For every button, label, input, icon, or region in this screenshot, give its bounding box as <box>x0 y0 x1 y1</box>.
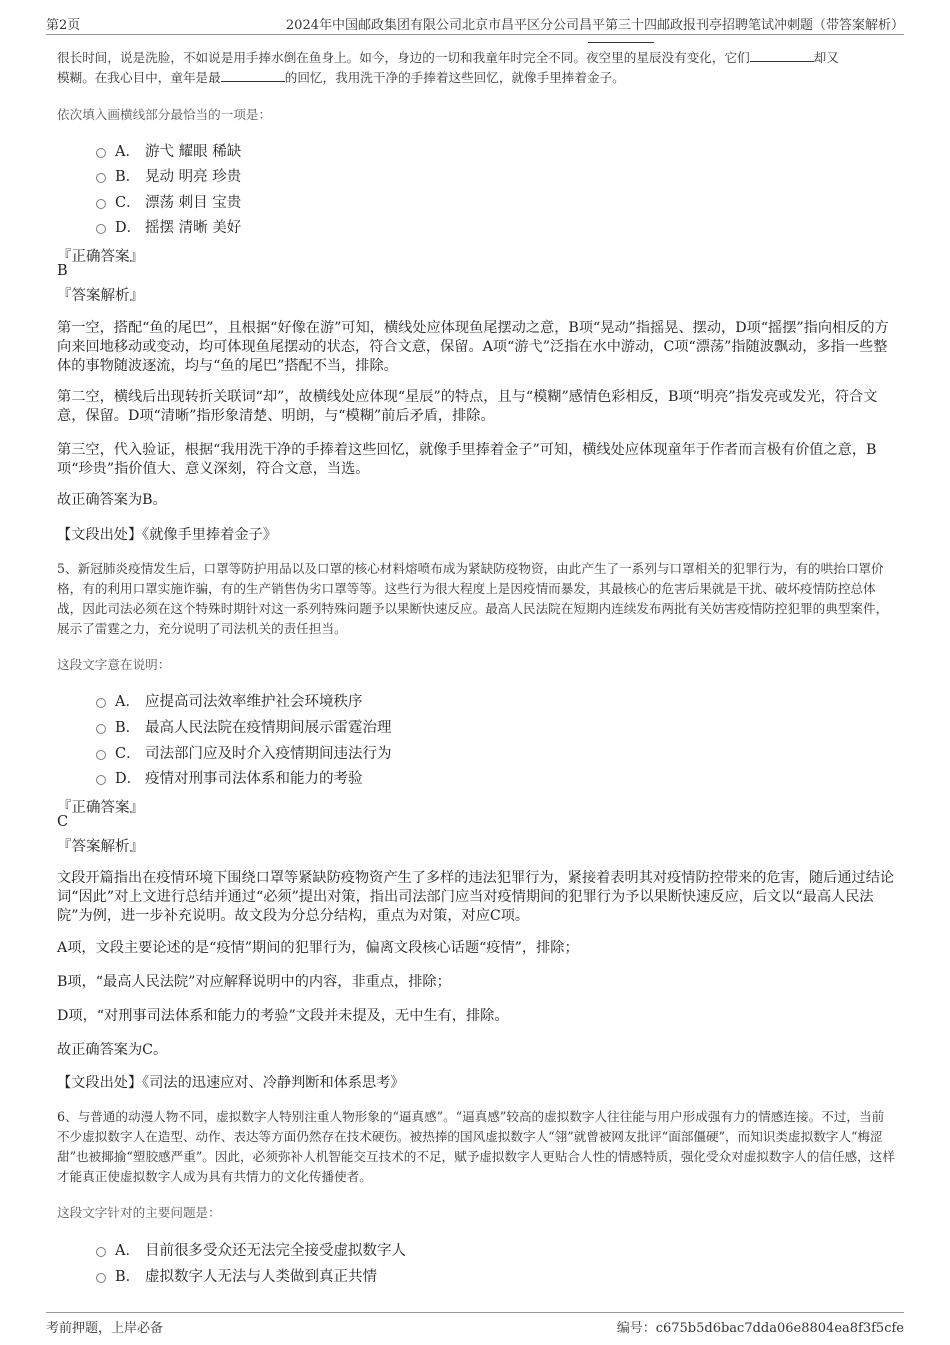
option-b[interactable] <box>96 1265 377 1286</box>
source-citation: 【文段出处】《就像手里捧着金子》 <box>57 527 277 543</box>
option-text: 最高人民法院在疫情期间展示雷霆治理 <box>145 720 392 736</box>
page-header <box>46 12 904 35</box>
question-6-prompt: 这段文字针对的主要问题是： <box>57 1205 221 1220</box>
radio-icon[interactable] <box>96 724 106 734</box>
analysis-paragraph: 第二空，横线后出现转折关联词“却”，故横线处应体现“星辰”的特点，且与“模糊”感情色彩相反，B项“明亮”指发亮或发光，符合文意，保留。D项“清晰”指形象清楚、明朗，与“模糊”前后矛盾，排除。 <box>57 389 878 424</box>
option-key: D． <box>115 771 142 787</box>
option-text: 漂荡 刺目 宝贵 <box>145 195 242 211</box>
radio-icon[interactable] <box>96 750 106 760</box>
document-id: 编号：c675b5d6bac7dda06e8804ea8f3f5cfe <box>616 1321 904 1336</box>
option-c[interactable] <box>96 191 241 212</box>
option-text: 目前很多受众还无法完全接受虚拟数字人 <box>145 1243 406 1259</box>
option-d[interactable] <box>96 767 363 788</box>
analysis-paragraph: 第一空，搭配“鱼的尾巴”，且根据“好像在游”可知，横线处应体现鱼尾摆动之意，B项“晃动”指摇晃、摆动，D项“摇摆”指向相反的方向来回地移动或变动，均可体现鱼尾摆动的状态，符合文意，保留。A项“游弋”泛指在水中游动，C项“漂荡”指随波飘动，多指一些整体的事物随波逐流，均与“鱼的尾巴”搭配不当，排除。 <box>57 320 889 374</box>
answer-value: B <box>57 263 68 279</box>
question-5-passage: 5、新冠肺炎疫情发生后，口罩等防护用品以及口罩的核心材料熔喷布成为紧缺防疫物资，由此产生了一系列与口罩相关的犯罪行为，有的哄抬口罩价格，有的利用口罩实施诈骗，有的生产销售伪劣口罩等等。这些行为很大程度上是因疫情而暴发，其最核心的危害后果就是干扰、破坏疫情防控总体战，因此司法必须在这个特殊时期针对这一系列特殊问题予以果断快速反应。最高人民法院在短期内连续发布两批有关妨害疫情防控犯罪的典型案件，展示了雷霆之力，充分说明了司法机关的责任担当。 <box>57 561 889 636</box>
analysis-conclusion: 故正确答案为B。 <box>57 492 167 508</box>
analysis-label: 『答案解析』 <box>57 839 144 855</box>
radio-icon[interactable] <box>96 224 106 234</box>
question-4-passage <box>57 48 895 88</box>
question-5-prompt: 这段文字意在说明： <box>57 657 171 672</box>
answer-label: 『正确答案』 <box>57 249 144 265</box>
analysis-paragraph: 第三空，代入验证，根据“我用洗干净的手捧着这些回忆，就像手里捧着金子”可知，横线处应体现童年于作者而言极有价值之意，B项“珍贵”指价值大、意义深刻，符合文意，当选。 <box>57 442 877 477</box>
option-a[interactable] <box>96 1239 406 1260</box>
option-b[interactable] <box>96 716 392 737</box>
analysis-conclusion: 故正确答案为C。 <box>57 1042 168 1058</box>
radio-icon[interactable] <box>96 775 106 785</box>
radio-icon[interactable] <box>96 173 106 183</box>
option-key: C． <box>115 746 141 762</box>
analysis-paragraph: B项，“最高人民法院”对应解释说明中的内容，非重点，排除； <box>57 974 451 990</box>
option-text: 虚拟数字人无法与人类做到真正共情 <box>145 1269 377 1285</box>
option-key: C． <box>115 195 141 211</box>
option-text: 疫情对刑事司法体系和能力的考验 <box>145 771 363 787</box>
option-b[interactable] <box>96 165 241 186</box>
option-d[interactable] <box>96 216 241 237</box>
question-6-passage: 6、与普通的动漫人物不同，虚拟数字人特别注重人物形象的“逼真感”。“逼真感”较高的虚拟数字人往往能与用户形成强有力的情感连接。不过，当前不少虚拟数字人在造型、动作、表达等方面仍然存在技术硬伤。被热捧的国风虚拟数字人“翎”就曾被网友批评“面部僵硬”，而知识类虚拟数字人“梅涩甜”也被揶揄“塑胶感严重”。因此，必须弥补人机智能交互技术的不足，赋予虚拟数字人更贴合人性的情感特质，强化受众对虚拟数字人的信任感，这样才能真正使虚拟数字人成为具有共情力的文化传播使者。 <box>57 1109 895 1184</box>
passage-segment: 的回忆，我用洗干净的手捧着这些回忆，就像手里捧着金子。 <box>284 70 625 85</box>
option-text: 晃动 明亮 珍贵 <box>145 169 242 185</box>
footer-slogan: 考前押题，上岸必备 <box>46 1321 164 1336</box>
option-text: 摇摆 清晰 美好 <box>145 220 242 236</box>
option-text: 应提高司法效率维护社会环境秩序 <box>145 694 363 710</box>
blank-line <box>221 69 285 82</box>
radio-icon[interactable] <box>96 148 106 158</box>
analysis-paragraph: 文段开篇指出在疫情环境下围绕口罩等紧缺防疫物资产生了多样的违法犯罪行为，紧接着表明其对疫情防控带来的危害，随后通过结论词“因此”对上文进行总结并通过“必须”提出对策，指出司法部门应当对疫情期间的犯罪行为予以果断快速反应，后文以“最高人民法院”为例，进一步补充说明。故文段为分总分结构，重点为对策，对应C项。 <box>57 870 895 924</box>
passage-segment: 模糊。在我心目中，童年是最 <box>57 70 221 85</box>
option-key: B． <box>115 1269 141 1285</box>
radio-icon[interactable] <box>96 199 106 209</box>
option-key: B． <box>115 720 141 736</box>
document-title: 2024年中国邮政集团有限公司北京市昌平区分公司昌平第三十四邮政报刊亭招聘笔试冲刺题（带答案解析） <box>285 18 904 33</box>
analysis-paragraph: A项，文段主要论述的是“疫情”期间的犯罪行为，偏离文段核心话题“疫情”，排除； <box>57 940 579 956</box>
source-citation: 【文段出处】《司法的迅速应对、冷静判断和体系思考》 <box>57 1075 405 1091</box>
analysis-paragraph: D项，“对刑事司法体系和能力的考验”文段并未提及，无中生有，排除。 <box>57 1008 509 1024</box>
divider <box>588 42 654 43</box>
option-key: A． <box>115 144 140 160</box>
question-4-prompt: 依次填入画横线部分最恰当的一项是： <box>57 107 272 122</box>
radio-icon[interactable] <box>96 1247 106 1257</box>
page-footer <box>46 1312 904 1337</box>
analysis-label: 『答案解析』 <box>57 288 144 304</box>
page-number: 第2页 <box>46 18 81 33</box>
answer-value: C <box>57 814 69 830</box>
option-key: D． <box>115 220 142 236</box>
radio-icon[interactable] <box>96 698 106 708</box>
option-c[interactable] <box>96 742 392 763</box>
passage-segment: 却又 <box>813 50 839 65</box>
radio-icon[interactable] <box>96 1273 106 1283</box>
option-a[interactable] <box>96 140 241 161</box>
option-key: B． <box>115 169 141 185</box>
passage-segment: 很长时间，说是洗脸，不如说是用手捧水倒在鱼身上。如今，身边的一切和我童年时完全不同。夜空里的星辰没有变化，它们 <box>57 50 750 65</box>
option-key: A． <box>115 1243 140 1259</box>
option-a[interactable] <box>96 690 363 711</box>
option-key: A． <box>115 694 140 710</box>
blank-line <box>750 49 814 62</box>
option-text: 游弋 耀眼 稀缺 <box>145 144 242 160</box>
option-text: 司法部门应及时介入疫情期间违法行为 <box>145 746 392 762</box>
answer-label: 『正确答案』 <box>57 800 144 816</box>
